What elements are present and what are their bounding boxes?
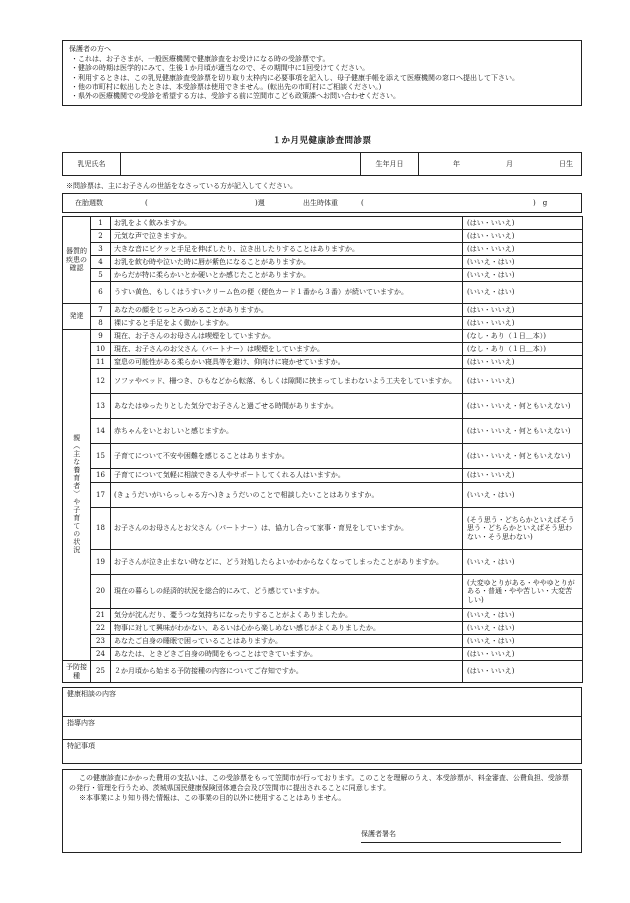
answer-choice[interactable]: (いいえ・はい) xyxy=(463,269,583,282)
question-text: 子育てについて不安や困難を感じることはありますか。 xyxy=(111,444,463,469)
table-row xyxy=(63,330,583,343)
table-row xyxy=(63,343,583,356)
question-text: あなたは、ときどきご自身の時間をもつことはできていますか。 xyxy=(111,648,463,661)
question-number: 25 xyxy=(91,661,111,683)
question-text: 物事に対して興味がわかない、あるいは心から楽しめない感じがよくありましたか。 xyxy=(111,622,463,635)
answer-choice[interactable]: (なし・あり（１日＿本）) xyxy=(463,330,583,343)
birth-weight-open: ( xyxy=(361,198,364,207)
remarks-label: 特記事項 xyxy=(67,742,95,750)
question-text: あなたご自身の睡眠で困っていることはありますか。 xyxy=(111,635,463,648)
question-text: うすい黄色、もしくはうすいクリーム色の便（便色カード１番から３番）が続いていますか。 xyxy=(111,282,463,304)
answer-choice[interactable]: (はい・いいえ) xyxy=(463,661,583,683)
category-parent-label: 親（主な養育者）や子育ての状況 xyxy=(72,433,81,554)
table-row xyxy=(63,419,583,444)
answer-choice[interactable]: (いいえ・はい) xyxy=(463,483,583,508)
question-text: (きょうだいがいらっしゃる方へ)きょうだいのことで相談したいことはありますか。 xyxy=(111,483,463,508)
remarks-box[interactable] xyxy=(62,739,582,764)
answer-choice[interactable]: (はい・いいえ) xyxy=(463,243,583,256)
category-parent xyxy=(63,330,91,661)
gestation-label: 在胎週数 xyxy=(75,198,103,207)
question-text: あなたはゆったりとした気分でお子さんと過ごせる時間がありますか。 xyxy=(111,394,463,419)
instruction-text: ※問診票は、主にお子さんの世話をなさっている方が記入してください。 xyxy=(66,182,297,190)
birth-weight-label: 出生時体重 xyxy=(303,198,338,207)
answer-choice[interactable]: (はい・いいえ・何ともいえない) xyxy=(463,419,583,444)
answer-choice[interactable]: (いいえ・はい) xyxy=(463,609,583,622)
table-row xyxy=(63,217,583,230)
question-number: 8 xyxy=(91,317,111,330)
category-vaccine: 予防接種 xyxy=(63,661,91,683)
notice-item: ・ 他の市町村に転出したときは、本受診票は使用できません。(転出先の市町村にご相談ください。) xyxy=(79,83,575,92)
question-number: 17 xyxy=(91,483,111,508)
notice-item: ・ これは、お子さまが、一般医療機関で健康診査をお受けになる時の受診票です。 xyxy=(79,55,575,64)
question-number: 22 xyxy=(91,622,111,635)
birth-month-label: 月 xyxy=(506,159,513,168)
question-number: 4 xyxy=(91,256,111,269)
privacy-note: ※本事業により知り得た情報は、この事業の目的以外に使用することはありません。 xyxy=(79,794,346,803)
question-number: 21 xyxy=(91,609,111,622)
birth-day-label: 日生 xyxy=(559,159,573,168)
signature-label: 保護者署名 xyxy=(361,830,396,838)
guidance-label: 指導内容 xyxy=(67,719,95,727)
question-text: 子育てについて気軽に相談できる人やサポートしてくれる人はいますか。 xyxy=(111,469,463,483)
consultation-label: 健康相談の内容 xyxy=(67,690,116,698)
answer-choice[interactable]: (大変ゆとりがある・ややゆとりがある・普通・やや苦しい・大変苦しい) xyxy=(463,575,583,609)
table-row xyxy=(63,317,583,330)
table-row xyxy=(63,369,583,394)
question-text: 気分が沈んだり、憂うつな気持ちになったりすることがよくありましたか。 xyxy=(111,609,463,622)
table-row xyxy=(63,648,583,661)
answer-choice[interactable]: (いいえ・はい) xyxy=(463,635,583,648)
table-row xyxy=(63,230,583,243)
gestation-open: ( xyxy=(145,198,148,207)
answer-choice[interactable]: (はい・いいえ) xyxy=(463,369,583,394)
table-row xyxy=(63,256,583,269)
question-text: 赤ちゃんをいとおしいと感じますか。 xyxy=(111,419,463,444)
question-number: 6 xyxy=(91,282,111,304)
answer-choice[interactable]: (はい・いいえ) xyxy=(463,304,583,317)
answer-choice[interactable]: (はい・いいえ) xyxy=(463,217,583,230)
answer-choice[interactable]: (いいえ・はい) xyxy=(463,550,583,575)
birth-date-field[interactable] xyxy=(419,153,581,175)
question-number: 3 xyxy=(91,243,111,256)
birth-date-label: 生年月日 xyxy=(361,153,419,175)
answer-choice[interactable]: (はい・いいえ) xyxy=(463,230,583,243)
question-number: 13 xyxy=(91,394,111,419)
question-text: 窒息の可能性がある柔らかい寝具等を避け、仰向けに寝かせていますか。 xyxy=(111,356,463,369)
infant-name-field[interactable] xyxy=(121,153,361,175)
question-number: 24 xyxy=(91,648,111,661)
table-row xyxy=(63,575,583,609)
category-development: 発達 xyxy=(63,304,91,330)
answer-choice[interactable]: (いいえ・はい) xyxy=(463,256,583,269)
signature-area xyxy=(361,830,396,840)
question-text: お乳を飲む時や泣いた時に唇が紫色になることがありますか。 xyxy=(111,256,463,269)
table-row xyxy=(63,444,583,469)
question-text: お乳をよく飲みますか。 xyxy=(111,217,463,230)
infant-name-label: 乳児氏名 xyxy=(63,153,121,175)
agreement-text: この健康診査にかかった費用の支払いは、この受診票をもって笠間市が行っております。このことを理解のうえ、本受診票が、料金審査、公費負担、受診票の発行・管理を行うため、茨城県国民健康保険団体連合会及び笠間市に提出されることに同意します。 xyxy=(69,774,569,792)
question-number: 20 xyxy=(91,575,111,609)
notice-item: ・ 利用するときは、この乳児健康診査受診票を切り取り太枠内に必要事項を記入し、母子健康手帳を添えて医療機関の窓口へ提出して下さい。 xyxy=(79,74,575,83)
question-number: 7 xyxy=(91,304,111,317)
notice-list xyxy=(69,55,575,102)
question-text: お子さんが泣き止まない時などに、どう対処したらよいかわからなくなってしまったことがありますか。 xyxy=(111,550,463,575)
question-number: 9 xyxy=(91,330,111,343)
question-text: ソファやベッド、柵つき、ひもなどから転落、もしくは隙間に挟まってしまわないよう工夫をしていますか。 xyxy=(111,369,463,394)
question-text: 現在、お子さんのお父さん（パートナー）は喫煙をしていますか。 xyxy=(111,343,463,356)
question-text: 元気な声で泣きますか。 xyxy=(111,230,463,243)
answer-choice[interactable]: (いいえ・はい) xyxy=(463,622,583,635)
question-number: 11 xyxy=(91,356,111,369)
answer-choice[interactable]: (はい・いいえ・何ともいえない) xyxy=(463,394,583,419)
answer-choice[interactable]: (はい・いいえ) xyxy=(463,469,583,483)
table-row xyxy=(63,282,583,304)
category-organic: 器質的疾患の確認 xyxy=(63,217,91,304)
question-number: 2 xyxy=(91,230,111,243)
table-row xyxy=(63,469,583,483)
birth-weight-unit: ) g xyxy=(533,198,548,207)
table-row xyxy=(63,356,583,369)
table-row xyxy=(63,550,583,575)
question-text: ２か月頃から始まる予防接種の内容についてご存知ですか。 xyxy=(111,661,463,683)
notice-box xyxy=(62,40,582,106)
table-row xyxy=(63,661,583,683)
table-row xyxy=(63,304,583,317)
answer-choice[interactable]: (なし・あり（１日＿本）) xyxy=(463,343,583,356)
answer-choice[interactable]: (はい・いいえ) xyxy=(463,317,583,330)
question-number: 5 xyxy=(91,269,111,282)
question-number: 15 xyxy=(91,444,111,469)
notice-item: ・ 県外の医療機関での受診を希望する方は、受診する前に笠間市こども政策課へお問い合わせください。 xyxy=(79,92,575,101)
gestation-row[interactable] xyxy=(62,193,582,213)
guidance-box[interactable] xyxy=(62,716,582,740)
table-row xyxy=(63,622,583,635)
notice-heading: 保護者の方へ xyxy=(69,45,111,53)
question-text: 裸にすると手足をよく動かしますか。 xyxy=(111,317,463,330)
infant-info-row xyxy=(62,152,582,176)
table-row xyxy=(63,269,583,282)
answer-choice[interactable]: (はい・いいえ) xyxy=(463,648,583,661)
question-text: あなたの顔をじっとみつめることがありますか。 xyxy=(111,304,463,317)
question-text: 大きな音にビクッと手足を伸ばしたり、泣き出したりすることはありますか。 xyxy=(111,243,463,256)
agreement-box xyxy=(62,769,582,853)
question-text: お子さんのお母さんとお父さん（パートナー）は、協力し合って家事・育児をしていますか。 xyxy=(111,508,463,550)
question-text: 現在の暮らしの経済的状況を総合的にみて、どう感じていますか。 xyxy=(111,575,463,609)
questionnaire-table xyxy=(62,216,583,683)
answer-choice[interactable]: (いいえ・はい) xyxy=(463,282,583,304)
table-row xyxy=(63,508,583,550)
page-title: １か月児健康診査問診票 xyxy=(272,136,372,146)
question-number: 1 xyxy=(91,217,111,230)
birth-year-label: 年 xyxy=(453,159,460,168)
table-row xyxy=(63,635,583,648)
answer-choice[interactable]: (はい・いいえ) xyxy=(463,356,583,369)
signature-line[interactable] xyxy=(361,842,561,843)
question-number: 14 xyxy=(91,419,111,444)
table-row xyxy=(63,609,583,622)
answer-choice[interactable]: (そう思う・どちらかといえばそう思う・どちらかといえばそう思わない・そう思わない) xyxy=(463,508,583,550)
answer-choice[interactable]: (はい・いいえ・何ともいえない) xyxy=(463,444,583,469)
question-number: 12 xyxy=(91,369,111,394)
question-number: 10 xyxy=(91,343,111,356)
gestation-week-close: )週 xyxy=(255,198,265,207)
question-number: 16 xyxy=(91,469,111,483)
table-row xyxy=(63,243,583,256)
notice-item: ・ 健診の時期は医学的にみて、生後１か月頃が適当なので、その期間中に1回受けてください。 xyxy=(79,64,575,73)
consultation-box[interactable] xyxy=(62,687,582,717)
question-number: 19 xyxy=(91,550,111,575)
question-text: 現在、お子さんのお母さんは喫煙をしていますか。 xyxy=(111,330,463,343)
table-row xyxy=(63,394,583,419)
question-number: 23 xyxy=(91,635,111,648)
question-text: からだが特に柔らかいとか硬いとか感じたことがありますか。 xyxy=(111,269,463,282)
table-row xyxy=(63,483,583,508)
question-number: 18 xyxy=(91,508,111,550)
